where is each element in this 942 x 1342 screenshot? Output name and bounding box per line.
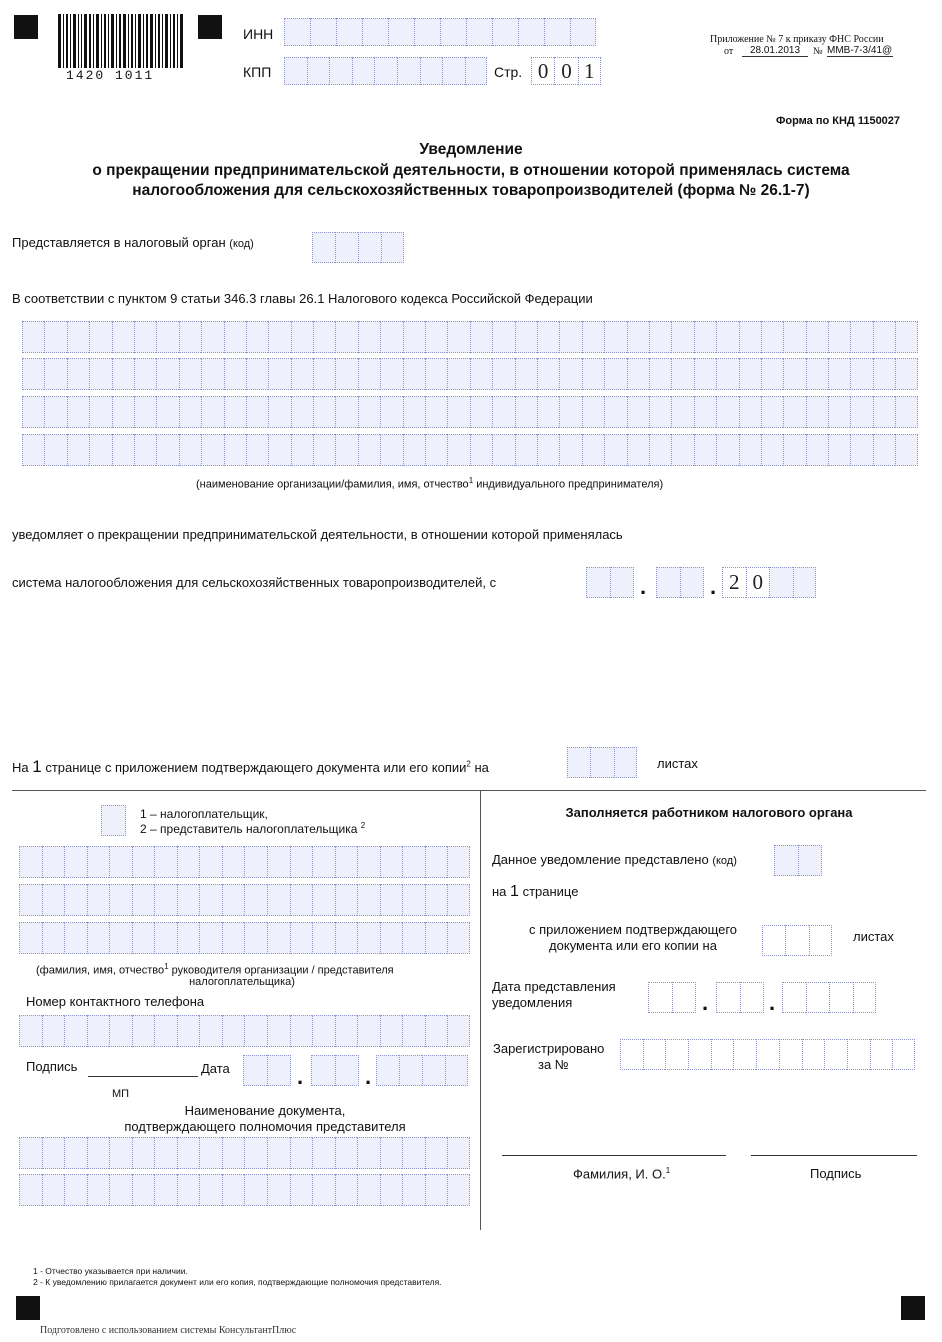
form-subtitle-line1: о прекращении предпринимательской деятельности, в отношении которой применялась система xyxy=(92,162,850,179)
registered-label-2: за № xyxy=(538,1057,569,1072)
submission-method-code-field[interactable] xyxy=(774,845,822,876)
barcode xyxy=(56,14,186,68)
date-separator: . xyxy=(297,1064,304,1089)
form-subtitle-line2: налогообложения для сельскохозяйственных товаропроизводителей (форма № 26.1-7) xyxy=(132,182,810,199)
barcode-number: 1420 1011 xyxy=(66,68,155,83)
tax-authority-text: Представляется в налоговый орган xyxy=(12,235,226,250)
appendix-from: от xyxy=(724,46,734,57)
signer-type-field[interactable] xyxy=(101,805,126,836)
date-separator: . xyxy=(710,574,717,599)
page-number-field[interactable] xyxy=(531,57,601,85)
signer-caption-text: (фамилия, имя, отчество xyxy=(36,964,165,977)
date-label: Дата xyxy=(201,1061,230,1076)
org-name-row-2[interactable] xyxy=(22,358,919,390)
appendix-number-sign: № xyxy=(813,46,823,57)
inn-label: ИНН xyxy=(243,26,274,42)
corner-marker xyxy=(16,1296,40,1320)
page-digit: 1 xyxy=(578,57,601,85)
pages-text-end: на xyxy=(474,760,489,775)
termination-day-field[interactable] xyxy=(586,567,634,598)
footnote-2: 2 - К уведомлению прилагается документ или его копия, подтверждающие полномочия представителя. xyxy=(33,1277,442,1287)
accordance-text: В соответствии с пунктом 9 статьи 346.3 главы 26.1 Налогового кодекса Российской Федерации xyxy=(12,291,593,306)
officer-name-text: Фамилия, И. О. xyxy=(573,1166,666,1182)
date-separator: . xyxy=(702,990,709,1015)
pages-text-start: На xyxy=(12,760,29,775)
signer-option-2-text: 2 – представитель налогоплательщика xyxy=(140,822,358,836)
office-sheets-field[interactable] xyxy=(762,925,832,956)
officer-name-line[interactable] xyxy=(502,1155,726,1156)
termination-month-field[interactable] xyxy=(656,567,704,598)
corner-marker xyxy=(198,15,222,39)
sign-month-field[interactable] xyxy=(311,1055,359,1086)
section-divider xyxy=(12,790,926,791)
submitted-label-text: Данное уведомление представлено xyxy=(492,852,709,867)
tax-office-section-heading: Заполняется работником налогового органа xyxy=(565,805,853,820)
authority-doc-label-2: подтверждающего полномочия представителя xyxy=(124,1119,406,1134)
org-name-caption-text: (наименование организации/фамилия, имя, отчество xyxy=(196,478,469,491)
office-sheets-label: листах xyxy=(853,929,894,944)
date-separator: . xyxy=(640,574,647,599)
page-label: Стр. xyxy=(494,64,523,80)
authority-doc-row-2[interactable] xyxy=(19,1174,470,1206)
appendix-reference: Приложение № 7 к приказу ФНС России xyxy=(710,34,884,45)
signer-caption-text-2: руководителя организации / представителя xyxy=(168,964,394,977)
form-code: Форма по КНД 1150027 xyxy=(776,115,901,127)
footnote-ref: 1 xyxy=(164,962,169,971)
signer-name-caption xyxy=(36,962,394,977)
attach-label-2: документа или его копии на xyxy=(549,938,717,953)
signer-name-row-2[interactable] xyxy=(19,884,470,916)
form-title: Уведомление xyxy=(419,141,523,158)
signer-option-1: 1 – налогоплательщик, xyxy=(140,807,268,821)
footnote-1: 1 - Отчество указывается при наличии. xyxy=(33,1266,188,1276)
stamp-label: МП xyxy=(112,1088,130,1100)
signature-label: Подпись xyxy=(26,1059,78,1074)
attach-label-1: с приложением подтверждающего xyxy=(528,922,738,937)
page-digit: 0 xyxy=(531,57,554,85)
registered-label-1: Зарегистрировано xyxy=(493,1041,605,1056)
submitted-code-hint: (код) xyxy=(712,855,737,867)
column-divider xyxy=(480,790,481,1230)
pages-count: 1 xyxy=(32,757,42,776)
sign-year-field[interactable] xyxy=(376,1055,468,1086)
org-name-caption-end: индивидуального предпринимателя) xyxy=(473,478,664,491)
phone-label: Номер контактного телефона xyxy=(26,994,205,1009)
phone-field[interactable] xyxy=(19,1015,470,1047)
authority-doc-label-1: Наименование документа, xyxy=(184,1103,346,1118)
corner-marker xyxy=(901,1296,925,1320)
signer-name-row-3[interactable] xyxy=(19,922,470,954)
authority-doc-row-1[interactable] xyxy=(19,1137,470,1169)
officer-signature-label: Подпись xyxy=(810,1166,862,1181)
footnote-ref: 1 xyxy=(665,1166,671,1175)
org-name-row-4[interactable] xyxy=(22,434,919,466)
tax-authority-code-hint: (код) xyxy=(229,238,254,250)
corner-marker xyxy=(14,15,38,39)
submission-date-label-2: уведомления xyxy=(492,995,573,1010)
signer-name-row-1[interactable] xyxy=(19,846,470,878)
year-digit: 0 xyxy=(746,567,770,598)
org-name-caption xyxy=(196,476,663,491)
sign-day-field[interactable] xyxy=(243,1055,291,1086)
officer-name-label xyxy=(573,1166,670,1181)
org-name-row-3[interactable] xyxy=(22,396,919,428)
appendix-date: 28.01.2013 xyxy=(742,45,808,57)
signer-caption-line-2: налогоплательщика) xyxy=(189,976,295,988)
org-name-row-1[interactable] xyxy=(22,321,919,353)
signature-line[interactable] xyxy=(88,1076,198,1077)
date-separator: . xyxy=(365,1064,372,1089)
footnote-ref: 2 xyxy=(360,821,366,830)
tax-authority-code-field[interactable] xyxy=(312,232,404,263)
termination-year-field[interactable] xyxy=(722,567,816,598)
date-separator: . xyxy=(769,990,776,1015)
prepared-with-note: Подготовлено с использованием системы КонсультантПлюс xyxy=(40,1325,297,1336)
year-digit: 2 xyxy=(722,567,746,598)
page-digit: 0 xyxy=(554,57,577,85)
kpp-label: КПП xyxy=(243,64,272,80)
inn-field[interactable] xyxy=(284,18,596,46)
kpp-field[interactable] xyxy=(284,57,488,85)
footnote-ref: 1 xyxy=(468,476,474,485)
on-pages-line xyxy=(492,883,578,901)
on-text: на xyxy=(492,884,507,899)
submission-day-field[interactable] xyxy=(648,982,696,1013)
submission-date-label-1: Дата представления xyxy=(492,979,616,994)
on-count: 1 xyxy=(510,883,519,900)
notify-line-2: система налогообложения для сельскохозяйственных товаропроизводителей, с xyxy=(12,575,497,590)
registration-number-field[interactable] xyxy=(620,1039,915,1070)
sheets-label: листах xyxy=(657,756,698,771)
signer-option-2 xyxy=(140,821,365,836)
footnote-ref: 2 xyxy=(466,759,471,769)
officer-signature-line[interactable] xyxy=(751,1155,917,1156)
submitted-label xyxy=(492,852,737,867)
pages-line xyxy=(12,757,489,777)
submission-year-field[interactable] xyxy=(782,982,876,1013)
appendix-number: ММВ-7-3/41@ xyxy=(827,45,893,56)
pages-text-middle: странице с приложением подтверждающего документа или его копии xyxy=(45,760,467,775)
attachment-sheets-field[interactable] xyxy=(567,747,637,778)
submission-month-field[interactable] xyxy=(716,982,764,1013)
tax-authority-label xyxy=(12,235,254,250)
on-page-text: странице xyxy=(522,884,579,899)
notify-line-1: уведомляет о прекращении предпринимательской деятельности, в отношении которой применялась xyxy=(12,527,623,542)
